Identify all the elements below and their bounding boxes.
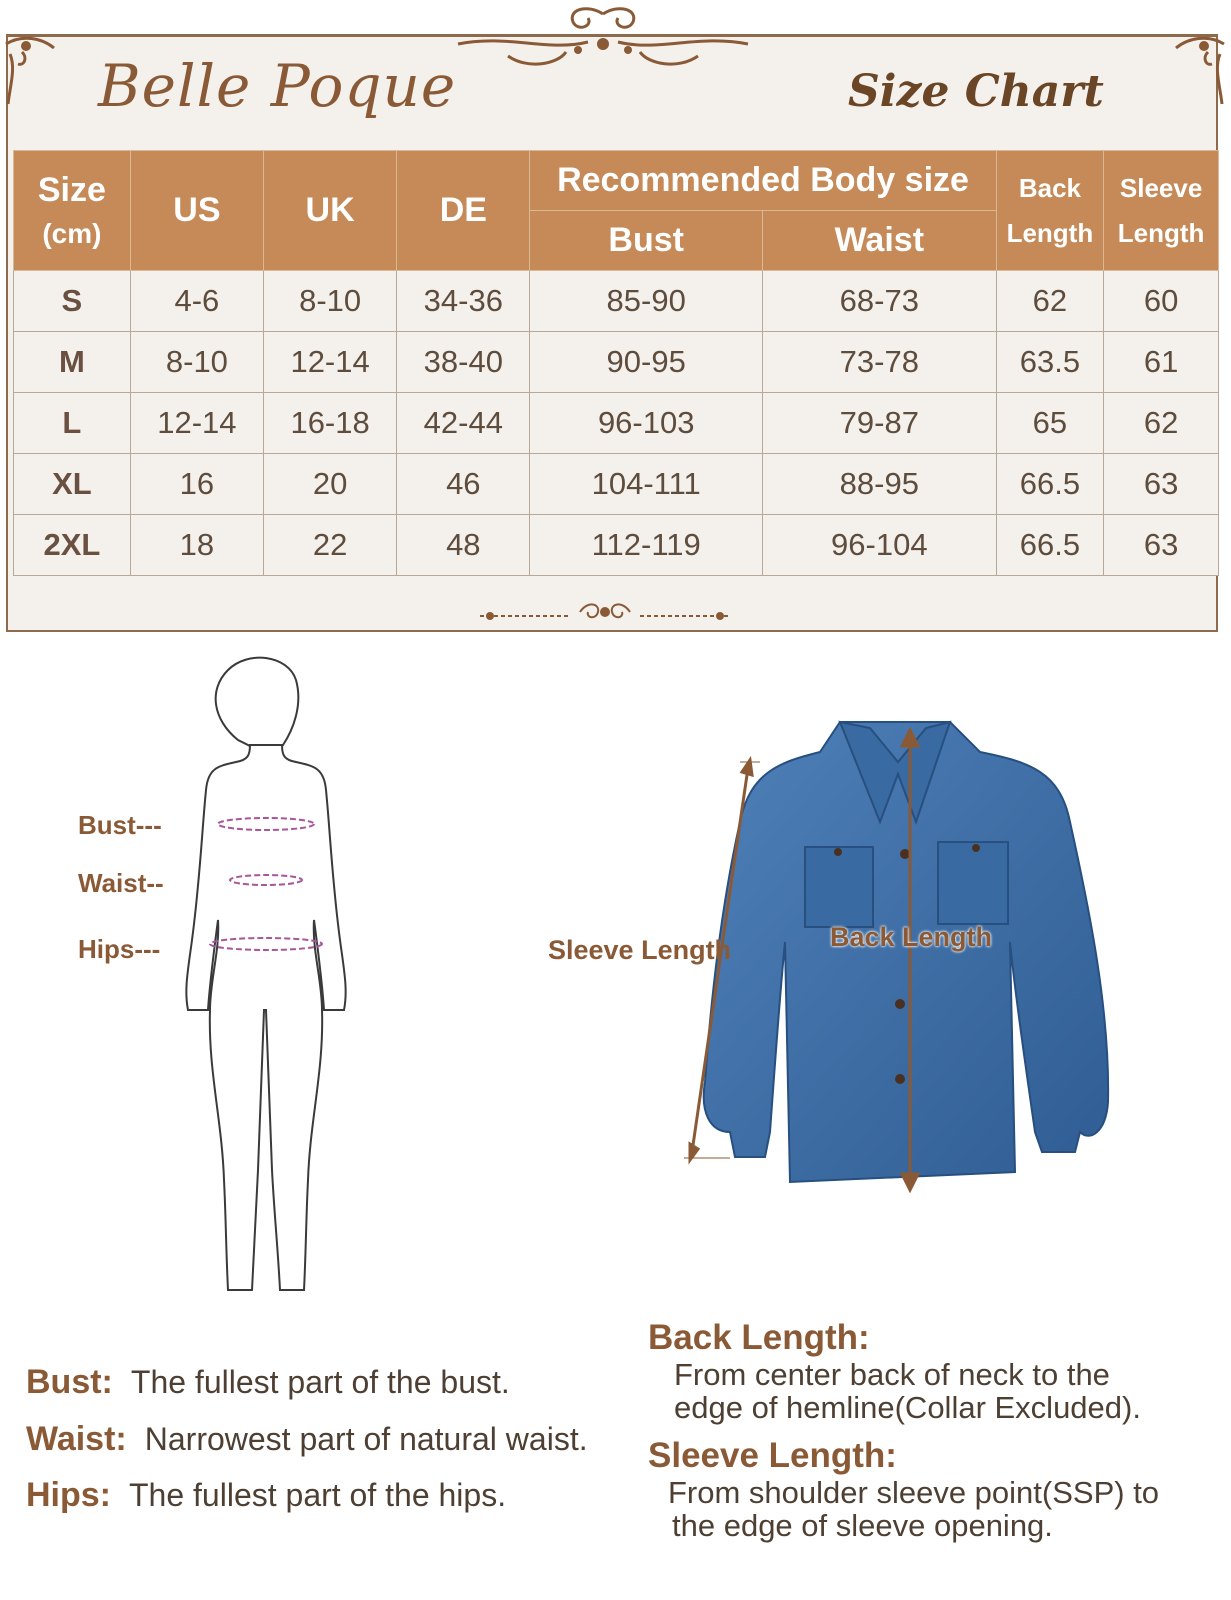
header-back-length [996, 151, 1104, 271]
cell-sleeve: 61 [1104, 332, 1219, 393]
cell-size: 2XL [14, 515, 131, 576]
cell-size: M [14, 332, 131, 393]
body-figure-illustration [178, 650, 348, 1300]
table-row [14, 515, 1219, 576]
cell-bust: 104-111 [530, 454, 763, 515]
denim-shirt-illustration [680, 712, 1120, 1202]
back-length-desc-line2: edge of hemline(Collar Excluded). [674, 1390, 1141, 1425]
back-header-line1: Back [1018, 172, 1081, 203]
cell-size: XL [14, 454, 131, 515]
table-row [14, 454, 1219, 515]
cell-waist: 68-73 [763, 271, 997, 332]
cell-bust: 85-90 [530, 271, 763, 332]
corner-ornament-right [1168, 34, 1228, 108]
cell-waist: 73-78 [763, 332, 997, 393]
cell-uk: 12-14 [264, 332, 397, 393]
cell-waist: 79-87 [763, 393, 997, 454]
cell-back: 65 [996, 393, 1104, 454]
cell-us: 12-14 [130, 393, 263, 454]
cell-back: 66.5 [996, 454, 1104, 515]
cell-us: 4-6 [130, 271, 263, 332]
waist-term: Waist: [26, 1420, 127, 1458]
header-de: DE [397, 151, 530, 271]
waist-definition [26, 1420, 588, 1459]
cell-de: 34-36 [397, 271, 530, 332]
flourish-ornament-top [448, 4, 758, 74]
waist-desc: Narrowest part of natural waist. [144, 1421, 588, 1457]
page-title: Size Chart [848, 66, 1104, 117]
table-row [14, 393, 1219, 454]
cell-uk: 8-10 [264, 271, 397, 332]
sleeve-header-line1: Sleeve [1119, 172, 1203, 203]
cell-us: 16 [130, 454, 263, 515]
header-us: US [130, 151, 263, 271]
sleeve-length-term: Sleeve Length: [648, 1436, 897, 1475]
cell-waist: 96-104 [763, 515, 997, 576]
hips-figure-label: Hips--- [78, 934, 161, 964]
header-waist: Waist [763, 211, 997, 271]
cell-sleeve: 62 [1104, 393, 1219, 454]
cell-bust: 90-95 [530, 332, 763, 393]
cell-back: 66.5 [996, 515, 1104, 576]
header-uk: UK [264, 151, 397, 271]
cell-de: 42-44 [397, 393, 530, 454]
cell-de: 38-40 [397, 332, 530, 393]
table-row [14, 271, 1219, 332]
back-length-definition [648, 1318, 1141, 1424]
cell-bust: 112-119 [530, 515, 763, 576]
header-sleeve-length [1104, 151, 1219, 271]
sleeve-length-label: Sleeve Length [548, 935, 732, 965]
header-recommended: Recommended Body size [530, 151, 996, 211]
unit-header-label: (cm) [42, 218, 102, 249]
bust-desc: The fullest part of the bust. [130, 1364, 510, 1400]
header-size [14, 151, 131, 271]
header-bust: Bust [530, 211, 763, 271]
hips-term: Hips: [26, 1476, 111, 1514]
back-length-desc-line1: From center back of neck to the [674, 1357, 1110, 1392]
cell-de: 48 [397, 515, 530, 576]
size-header-label: Size [37, 171, 106, 209]
cell-back: 63.5 [996, 332, 1104, 393]
table-row [14, 332, 1219, 393]
hips-desc: The fullest part of the hips. [129, 1477, 507, 1513]
corner-ornament-left [2, 34, 62, 108]
sleeve-length-definition [648, 1436, 1159, 1542]
back-length-term: Back Length: [648, 1318, 870, 1357]
cell-size: L [14, 393, 131, 454]
size-table [13, 150, 1219, 576]
cell-sleeve: 63 [1104, 515, 1219, 576]
sleeve-length-desc-line1: From shoulder sleeve point(SSP) to [668, 1475, 1160, 1510]
cell-us: 8-10 [130, 332, 263, 393]
cell-uk: 22 [264, 515, 397, 576]
cell-uk: 16-18 [264, 393, 397, 454]
flourish-ornament-bottom [470, 596, 740, 630]
cell-sleeve: 63 [1104, 454, 1219, 515]
back-header-line2: Length [1006, 217, 1094, 248]
waist-figure-label: Waist-- [78, 868, 164, 898]
sleeve-length-desc-line2: the edge of sleeve opening. [672, 1508, 1053, 1543]
sleeve-header-line2: Length [1117, 217, 1205, 248]
bust-definition [26, 1363, 510, 1402]
bust-term: Bust: [26, 1363, 113, 1401]
hips-definition [26, 1476, 506, 1515]
back-length-label: Back Length [830, 922, 993, 952]
cell-size: S [14, 271, 131, 332]
cell-uk: 20 [264, 454, 397, 515]
cell-bust: 96-103 [530, 393, 763, 454]
cell-back: 62 [996, 271, 1104, 332]
bust-figure-label: Bust--- [78, 810, 162, 840]
cell-us: 18 [130, 515, 263, 576]
cell-waist: 88-95 [763, 454, 997, 515]
brand-logo: Belle Poque [98, 52, 457, 120]
cell-de: 46 [397, 454, 530, 515]
cell-sleeve: 60 [1104, 271, 1219, 332]
